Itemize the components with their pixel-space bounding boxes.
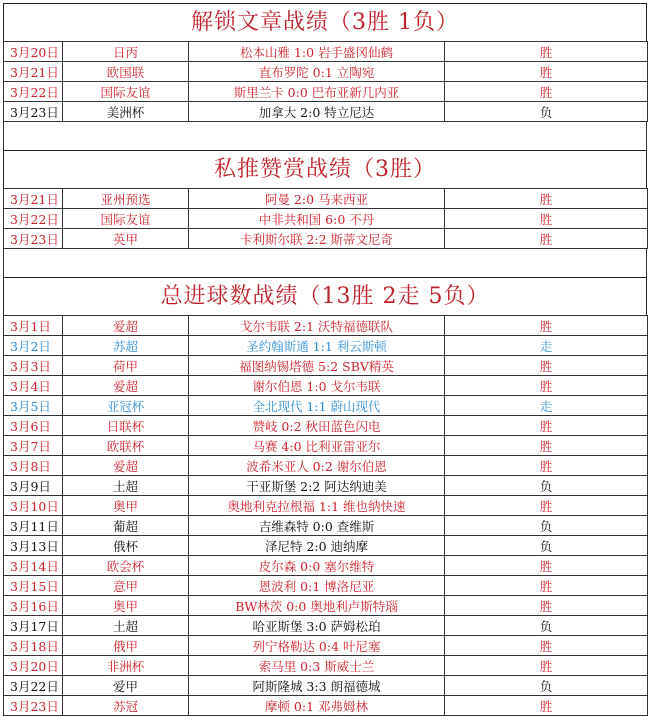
date-cell: 3月16日 bbox=[4, 596, 63, 616]
table-row bbox=[4, 189, 648, 209]
date-cell: 3月23日 bbox=[4, 229, 63, 249]
date-cell: 3月22日 bbox=[4, 209, 63, 229]
league-cell: 俄甲 bbox=[63, 636, 189, 656]
result-cell: 胜 bbox=[445, 209, 648, 229]
match-cell: 直布罗陀 0:1 立陶宛 bbox=[189, 62, 445, 82]
table-row bbox=[4, 229, 648, 249]
date-cell: 3月2日 bbox=[4, 336, 63, 356]
match-cell: 吉维森特 0:0 查维斯 bbox=[189, 516, 445, 536]
result-cell: 胜 bbox=[445, 596, 648, 616]
match-cell: 皮尔森 0:0 塞尔维特 bbox=[189, 556, 445, 576]
table-row bbox=[4, 656, 648, 676]
result-cell: 负 bbox=[445, 516, 648, 536]
league-cell: 亚州预选 bbox=[63, 189, 189, 209]
date-cell: 3月14日 bbox=[4, 556, 63, 576]
result-cell: 胜 bbox=[445, 416, 648, 436]
date-cell: 3月17日 bbox=[4, 616, 63, 636]
date-cell: 3月13日 bbox=[4, 536, 63, 556]
table-row bbox=[4, 596, 648, 616]
table-row bbox=[4, 82, 648, 102]
result-cell: 胜 bbox=[445, 42, 648, 62]
table-row bbox=[4, 616, 648, 636]
section-total-goals bbox=[3, 277, 647, 716]
section-gap bbox=[3, 122, 647, 150]
date-cell: 3月4日 bbox=[4, 376, 63, 396]
result-cell: 走 bbox=[445, 336, 648, 356]
record-sheet bbox=[3, 0, 647, 716]
section-gap bbox=[3, 249, 647, 277]
result-cell: 胜 bbox=[445, 496, 648, 516]
match-cell: 松本山雅 1:0 岩手盛冈仙鹤 bbox=[189, 42, 445, 62]
league-cell: 意甲 bbox=[63, 576, 189, 596]
match-cell: 摩顿 0:1 邓弗姆林 bbox=[189, 696, 445, 716]
record-table bbox=[3, 188, 648, 249]
record-table bbox=[3, 315, 648, 716]
result-cell: 胜 bbox=[445, 316, 648, 336]
date-cell: 3月11日 bbox=[4, 516, 63, 536]
match-cell: 加拿大 2:0 特立尼达 bbox=[189, 102, 445, 122]
table-row bbox=[4, 436, 648, 456]
date-cell: 3月10日 bbox=[4, 496, 63, 516]
league-cell: 苏超 bbox=[63, 336, 189, 356]
result-cell: 负 bbox=[445, 536, 648, 556]
table-row bbox=[4, 356, 648, 376]
table-row bbox=[4, 396, 648, 416]
result-cell: 胜 bbox=[445, 82, 648, 102]
date-cell: 3月18日 bbox=[4, 636, 63, 656]
table-row bbox=[4, 209, 648, 229]
table-row bbox=[4, 696, 648, 716]
match-cell: 赞岐 0:2 秋田蓝色闪电 bbox=[189, 416, 445, 436]
table-row bbox=[4, 42, 648, 62]
match-cell: 全北现代 1:1 蔚山现代 bbox=[189, 396, 445, 416]
league-cell: 国际友谊 bbox=[63, 209, 189, 229]
match-cell: 卡利斯尔联 2:2 斯蒂文尼奇 bbox=[189, 229, 445, 249]
match-cell: 斯里兰卡 0:0 巴布亚新几内亚 bbox=[189, 82, 445, 102]
match-cell: 阿曼 2:0 马来西亚 bbox=[189, 189, 445, 209]
table-row bbox=[4, 336, 648, 356]
table-row bbox=[4, 496, 648, 516]
league-cell: 美洲杯 bbox=[63, 102, 189, 122]
table-row bbox=[4, 416, 648, 436]
match-cell: 干亚斯堡 2:2 阿达纳迪美 bbox=[189, 476, 445, 496]
league-cell: 俄杯 bbox=[63, 536, 189, 556]
match-cell: 奥地利克拉根福 1:1 维也纳快速 bbox=[189, 496, 445, 516]
result-cell: 负 bbox=[445, 616, 648, 636]
league-cell: 土超 bbox=[63, 616, 189, 636]
table-row bbox=[4, 516, 648, 536]
date-cell: 3月9日 bbox=[4, 476, 63, 496]
date-cell: 3月7日 bbox=[4, 436, 63, 456]
result-cell: 胜 bbox=[445, 556, 648, 576]
date-cell: 3月21日 bbox=[4, 62, 63, 82]
table-row bbox=[4, 476, 648, 496]
section-unlock-articles bbox=[3, 3, 647, 122]
table-row bbox=[4, 316, 648, 336]
league-cell: 苏冠 bbox=[63, 696, 189, 716]
match-cell: 列宁格勒达 0:4 叶尼塞 bbox=[189, 636, 445, 656]
league-cell: 英甲 bbox=[63, 229, 189, 249]
league-cell: 亚冠杯 bbox=[63, 396, 189, 416]
result-cell: 胜 bbox=[445, 356, 648, 376]
result-cell: 胜 bbox=[445, 576, 648, 596]
date-cell: 3月20日 bbox=[4, 656, 63, 676]
match-cell: 恩波利 0:1 博洛尼亚 bbox=[189, 576, 445, 596]
result-cell: 胜 bbox=[445, 189, 648, 209]
result-cell: 胜 bbox=[445, 696, 648, 716]
match-cell: 波希米亚人 0:2 谢尔伯恩 bbox=[189, 456, 445, 476]
date-cell: 3月15日 bbox=[4, 576, 63, 596]
result-cell: 走 bbox=[445, 396, 648, 416]
date-cell: 3月1日 bbox=[4, 316, 63, 336]
date-cell: 3月5日 bbox=[4, 396, 63, 416]
date-cell: 3月23日 bbox=[4, 102, 63, 122]
match-cell: 阿斯隆城 3:3 朗福德城 bbox=[189, 676, 445, 696]
result-cell: 胜 bbox=[445, 229, 648, 249]
date-cell: 3月21日 bbox=[4, 189, 63, 209]
league-cell: 土超 bbox=[63, 476, 189, 496]
table-row bbox=[4, 636, 648, 656]
match-cell: 谢尔伯恩 1:0 戈尔韦联 bbox=[189, 376, 445, 396]
league-cell: 欧国联 bbox=[63, 62, 189, 82]
match-cell: 马赛 4:0 比利亚雷亚尔 bbox=[189, 436, 445, 456]
league-cell: 爱超 bbox=[63, 456, 189, 476]
section-title: 解锁文章战绩（3胜 1负） bbox=[3, 3, 647, 41]
league-cell: 奥甲 bbox=[63, 596, 189, 616]
date-cell: 3月20日 bbox=[4, 42, 63, 62]
result-cell: 负 bbox=[445, 102, 648, 122]
match-cell: 泽尼特 2:0 迪纳摩 bbox=[189, 536, 445, 556]
league-cell: 爱超 bbox=[63, 316, 189, 336]
league-cell: 奥甲 bbox=[63, 496, 189, 516]
section-title: 总进球数战绩（13胜 2走 5负） bbox=[3, 277, 647, 315]
league-cell: 爱甲 bbox=[63, 676, 189, 696]
league-cell: 欧联杯 bbox=[63, 436, 189, 456]
result-cell: 胜 bbox=[445, 436, 648, 456]
record-table bbox=[3, 41, 648, 122]
result-cell: 胜 bbox=[445, 62, 648, 82]
date-cell: 3月3日 bbox=[4, 356, 63, 376]
table-row bbox=[4, 676, 648, 696]
match-cell: 圣约翰斯通 1:1 利云斯顿 bbox=[189, 336, 445, 356]
section-title: 私推赞赏战绩（3胜） bbox=[3, 150, 647, 188]
league-cell: 日联杯 bbox=[63, 416, 189, 436]
date-cell: 3月23日 bbox=[4, 696, 63, 716]
record-rows bbox=[4, 42, 648, 122]
league-cell: 荷甲 bbox=[63, 356, 189, 376]
result-cell: 胜 bbox=[445, 656, 648, 676]
date-cell: 3月6日 bbox=[4, 416, 63, 436]
match-cell: 中非共和国 6:0 不丹 bbox=[189, 209, 445, 229]
table-row bbox=[4, 556, 648, 576]
date-cell: 3月8日 bbox=[4, 456, 63, 476]
table-row bbox=[4, 576, 648, 596]
league-cell: 日丙 bbox=[63, 42, 189, 62]
league-cell: 爱超 bbox=[63, 376, 189, 396]
league-cell: 葡超 bbox=[63, 516, 189, 536]
match-cell: BW林茨 0:0 奥地利卢斯特瑙 bbox=[189, 596, 445, 616]
section-private-tips bbox=[3, 150, 647, 249]
table-row bbox=[4, 102, 648, 122]
result-cell: 负 bbox=[445, 676, 648, 696]
result-cell: 负 bbox=[445, 476, 648, 496]
match-cell: 戈尔韦联 2:1 沃特福德联队 bbox=[189, 316, 445, 336]
match-cell: 哈亚斯堡 3:0 萨姆松珀 bbox=[189, 616, 445, 636]
table-row bbox=[4, 62, 648, 82]
match-cell: 福图纳锡塔德 5:2 SBV精英 bbox=[189, 356, 445, 376]
league-cell: 欧会杯 bbox=[63, 556, 189, 576]
table-row bbox=[4, 376, 648, 396]
result-cell: 胜 bbox=[445, 636, 648, 656]
league-cell: 非洲杯 bbox=[63, 656, 189, 676]
result-cell: 胜 bbox=[445, 456, 648, 476]
league-cell: 国际友谊 bbox=[63, 82, 189, 102]
record-rows bbox=[4, 316, 648, 716]
match-cell: 索马里 0:3 斯威士兰 bbox=[189, 656, 445, 676]
table-row bbox=[4, 456, 648, 476]
date-cell: 3月22日 bbox=[4, 676, 63, 696]
result-cell: 胜 bbox=[445, 376, 648, 396]
record-rows bbox=[4, 189, 648, 249]
date-cell: 3月22日 bbox=[4, 82, 63, 102]
table-row bbox=[4, 536, 648, 556]
